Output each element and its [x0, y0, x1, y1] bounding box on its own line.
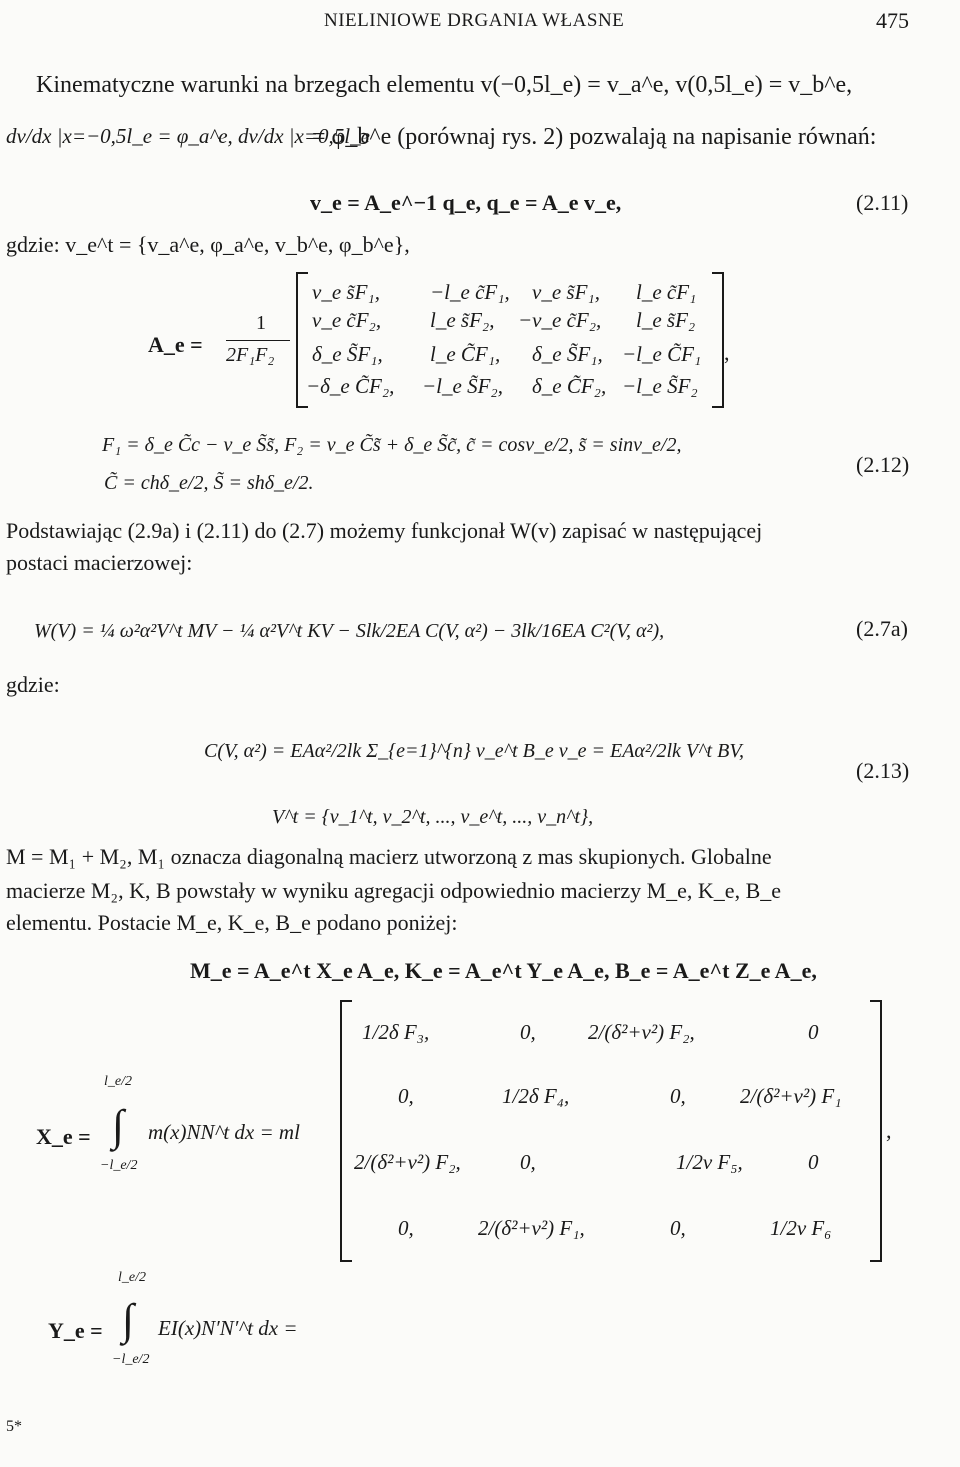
- matrix-cell: 0,: [670, 1084, 686, 1108]
- equation-2-7a: W(V) = ¼ ω²α²V^t MV − ¼ α²V^t KV − Slk/2EA C(V, α²) − 3lk/16EA C²(V, α²),: [34, 620, 665, 642]
- paragraph-line: Kinematyczne warunki na brzegach elementu v(−0,5l_e) = v_a^e, v(0,5l_e) = v_b^e,: [36, 72, 853, 98]
- matrix-cell: l_e s̃F₂,: [430, 308, 495, 332]
- integral-upper-limit: l_e/2: [118, 1270, 146, 1285]
- integral-sign: ∫: [112, 1101, 125, 1150]
- matrix-cell: 1/2ν F₅,: [676, 1150, 743, 1174]
- equation-number: (2.7a): [856, 616, 908, 641]
- integrand: EI(x)N′N′^t dx =: [158, 1316, 298, 1340]
- matrix-lhs: X_e =: [36, 1124, 91, 1149]
- matrix-cell: l_e c̃F₁: [636, 280, 697, 304]
- comma: ,: [724, 340, 730, 365]
- paragraph-line: postaci macierzowej:: [6, 550, 193, 575]
- page-number: 475: [876, 8, 909, 33]
- matrix-cell: −l_e S̃F₂,: [422, 374, 503, 398]
- matrix-cell: −l_e c̃F₁,: [430, 280, 510, 304]
- matrix-cell: 2/(δ²+ν²) F₂,: [588, 1020, 695, 1044]
- integral-sign: ∫: [122, 1295, 135, 1344]
- matrix-lhs: Y_e =: [48, 1318, 103, 1343]
- fraction-denominator: 2F₁F₂: [226, 344, 275, 366]
- matrix-lhs: A_e =: [148, 332, 203, 357]
- paragraph-line: Podstawiając (2.9a) i (2.11) do (2.7) możemy funkcjonał W(v) zapisać w następującej: [6, 518, 763, 543]
- matrix-cell: 1/2ν F₆: [770, 1216, 832, 1240]
- matrix-cell: δ_e C̃F₂,: [532, 374, 607, 398]
- matrix-cell: δ_e S̃F₁,: [532, 342, 603, 366]
- integral-upper-limit: l_e/2: [104, 1074, 132, 1089]
- paragraph-line: macierze M₂, K, B powstały w wyniku agregacji odpowiednio macierzy M_e, K_e, B_e: [6, 878, 782, 903]
- matrix-cell: 0,: [520, 1020, 536, 1044]
- matrix-cell: δ_e S̃F₁,: [312, 342, 383, 366]
- derivative-conditions: dv/dx |x=−0,5l_e = φ_a^e, dv/dx |x=0,5l_e: [6, 124, 370, 148]
- matrix-cell: ν_e s̃F₁,: [312, 280, 380, 304]
- matrix-cell: 0,: [520, 1150, 536, 1174]
- equation-2-13-line2: V^t = {v_1^t, v_2^t, ..., v_e^t, ..., v_n^t},: [272, 806, 594, 828]
- matrix-cell: 2/(δ²+ν²) F₁: [740, 1084, 842, 1108]
- matrix-cell: −ν_e c̃F₂,: [518, 308, 602, 332]
- comma: ,: [886, 1118, 892, 1143]
- paragraph-line: M = M₁ + M₂, M₁ oznacza diagonalną macierz utworzoną z mas skupionych. Globalne: [6, 844, 772, 869]
- matrix-cell: −δ_e C̃F₂,: [306, 374, 395, 398]
- matrix-cell: −l_e C̃F₁: [622, 342, 702, 366]
- matrix-cell: 2/(δ²+ν²) F₂,: [354, 1150, 461, 1174]
- paragraph-line: elementu. Postacie M_e, K_e, B_e podano poniżej:: [6, 910, 458, 935]
- matrix-cell: 0,: [398, 1216, 414, 1240]
- matrix-cell: 1/2δ F₃,: [362, 1020, 430, 1044]
- integral-lower-limit: −l_e/2: [100, 1158, 138, 1173]
- equation-2-12-line2: C̃ = chδ_e/2, S̃ = shδ_e/2.: [104, 472, 314, 494]
- matrix-cell: 0: [808, 1020, 819, 1044]
- integrand: m(x)NN^t dx = ml: [148, 1120, 300, 1144]
- equation-2-13-line1: C(V, α²) = EAα²/2lk Σ_{e=1}^{n} v_e^t B_e v_e = EAα²/2lk V^t BV,: [204, 740, 744, 762]
- matrix-cell: l_e s̃F₂: [636, 308, 696, 332]
- equation-2-12-line1: F₁ = δ_e C̃c − ν_e S̃s̃, F₂ = ν_e C̃s̃ + δ_e S̃c̃, c̃ = cosν_e/2, s̃ = sinν_e/2,: [102, 434, 682, 456]
- paragraph-line: = φ_b^e (porównaj rys. 2) pozwalają na napisanie równań:: [312, 124, 877, 150]
- matrix-cell: 0: [808, 1150, 819, 1174]
- running-title: NIELINIOWE DRGANIA WŁASNE: [324, 10, 625, 31]
- matrix-bracket-right: [712, 272, 724, 408]
- fraction-bar: [226, 340, 290, 341]
- equation-2-11: v_e = A_e^−1 q_e, q_e = A_e v_e,: [310, 190, 622, 215]
- equation-number: (2.12): [856, 452, 910, 477]
- matrix-cell: l_e C̃F₁,: [430, 342, 501, 366]
- matrix-cell: −l_e S̃F₂: [622, 374, 698, 398]
- equation-MKB: M_e = A_e^t X_e A_e, K_e = A_e^t Y_e A_e, B_e = A_e^t Z_e A_e,: [190, 958, 817, 983]
- matrix-cell: 2/(δ²+ν²) F₁,: [478, 1216, 585, 1240]
- fraction-numerator: 1: [256, 312, 266, 334]
- footer-signature-mark: 5*: [6, 1418, 22, 1435]
- equation-number: (2.13): [856, 758, 910, 783]
- matrix-cell: ν_e c̃F₂,: [312, 308, 382, 332]
- gdzie-line: gdzie: v_e^t = {v_a^e, φ_a^e, v_b^e, φ_b^e},: [6, 232, 410, 257]
- equation-number: (2.11): [856, 190, 909, 215]
- matrix-bracket-right: [870, 1000, 882, 1262]
- gdzie-line: gdzie:: [6, 672, 60, 697]
- integral-lower-limit: −l_e/2: [112, 1352, 150, 1367]
- matrix-cell: 0,: [398, 1084, 414, 1108]
- matrix-bracket-left: [340, 1000, 352, 1262]
- matrix-cell: 0,: [670, 1216, 686, 1240]
- matrix-cell: ν_e s̃F₁,: [532, 280, 600, 304]
- matrix-cell: 1/2δ F₄,: [502, 1084, 570, 1108]
